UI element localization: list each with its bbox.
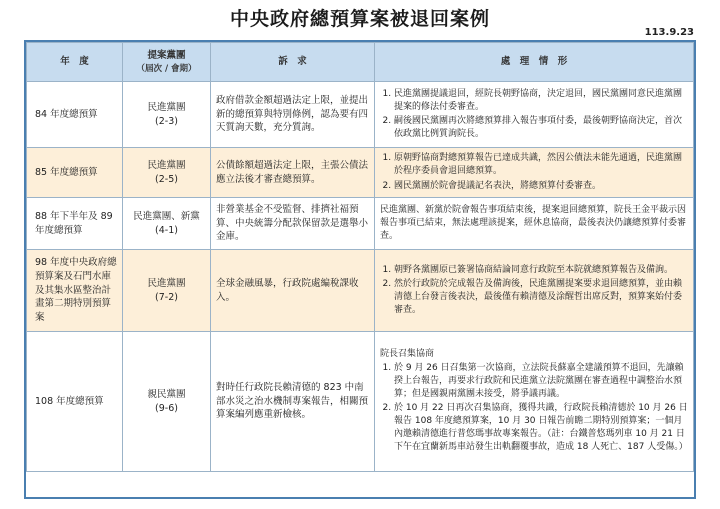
handling-item: 2. 嗣後國民黨團再次將總預算排入報告事項付委，最後朝野協商決定，首次依政黨比例質詢院長。 (394, 115, 688, 141)
party-session: (9-6) (155, 402, 178, 414)
cell-party (123, 332, 211, 472)
table-row (27, 332, 694, 472)
handling-item: 2. 於 10 月 22 日再次召集協商，獲得共識，行政院長賴清德於 10 月 26 日報告 108 年度總預算案，10 月 30 日報告前瞻二期特別預算案；一個月內邀賴清德進行普悠瑪事故專案報告。（註：台鐵普悠瑪列車 10 月 21 日下午在宜蘭新馬車站發生出軌翻覆事故，造成 18 人死亡、187 人受傷。） (394, 402, 688, 454)
cell-year: 98 年度中央政府總預算案及石門水庫及其集水區整治計畫第二期特別預算案 (27, 250, 123, 332)
party-name: 民進黨團 (147, 277, 186, 289)
table-row (27, 198, 694, 250)
party-session: (7-2) (155, 291, 178, 303)
cases-table (26, 42, 694, 472)
handling-item: 1. 朝野各黨團原已簽署協商結論同意行政院至本院就總預算報告及備詢。 (394, 264, 688, 277)
cell-request: 公債餘額超過法定上限，主張公債法應立法後才審查總預算。 (211, 148, 375, 198)
handling-item: 1. 民進黨團提議退回，經院長朝野協商，決定退回，國民黨團同意民進黨團提案的修法付委審查。 (394, 88, 688, 114)
page-title: 中央政府總預算案被退回案例 (229, 8, 490, 30)
handling-item: 2. 國民黨團於院會提議記名表決，將總預算付委審查。 (394, 180, 688, 193)
party-name: 民進黨團 (147, 159, 186, 171)
cell-year: 85 年度總預算 (27, 148, 123, 198)
cell-request: 全球金融風暴，行政院處編稅課收入。 (211, 250, 375, 332)
cell-handling: 民進黨團、新黨於院會報告事項結束後，提案退回總預算，院長王金平裁示因報告事項已結束，無法處理該提案，經休息協商，最後表決仍讓總預算付委審查。 (375, 198, 694, 250)
cell-handling (375, 82, 694, 148)
cell-handling (375, 148, 694, 198)
table-row (27, 82, 694, 148)
cell-handling (375, 250, 694, 332)
table-header-row (27, 43, 694, 82)
party-session: (4-1) (155, 224, 178, 236)
table-row (27, 250, 694, 332)
cases-table-frame (24, 40, 696, 499)
handling-intro: 院長召集協商 (380, 348, 435, 359)
header-year: 年 度 (27, 43, 123, 82)
party-name: 民進黨團、新黨 (133, 210, 200, 222)
cell-party (123, 198, 211, 250)
header-handling: 處 理 情 形 (375, 43, 694, 82)
header-party-label: 提案黨團 (147, 49, 186, 61)
party-session: (2-5) (155, 173, 178, 185)
cell-party (123, 148, 211, 198)
handling-item: 1. 原朝野協商對總預算報告已達成共識，然因公債法未能先通過，民進黨團於程序委員會退回總預算。 (394, 152, 688, 178)
cell-request: 對時任行政院長賴清德的 823 中南部水災之治水機制專案報告，相關預算案編列應重新檢核。 (211, 332, 375, 472)
cell-request: 非營業基金不受監督、排擠社福預算、中央統籌分配款保留款是選舉小金庫。 (211, 198, 375, 250)
header-request: 訴 求 (211, 43, 375, 82)
party-session: (2-3) (155, 115, 178, 127)
cell-year: 108 年度總預算 (27, 332, 123, 472)
cell-handling (375, 332, 694, 472)
cell-party (123, 82, 211, 148)
cell-year: 84 年度總預算 (27, 82, 123, 148)
header-party-sub: （屆次 / 會期） (136, 63, 197, 74)
cell-year: 88 年下半年及 89 年度總預算 (27, 198, 123, 250)
handling-item: 1. 於 9 月 26 日召集第一次協商，立法院長蘇嘉全建議預算不退回，先讓賴揆上台報告，再要求行政院和民進黨立法院黨團在審查過程中調整治水預算；但是國親兩黨團未接受，將爭議再議。 (394, 362, 688, 401)
cell-party (123, 250, 211, 332)
cell-request: 政府借款金額超過法定上限，並提出新的總預算與特別條例，認為要有四天質詢天數，充分質詢。 (211, 82, 375, 148)
party-name: 民進黨團 (147, 101, 186, 113)
party-name: 親民黨團 (147, 388, 186, 400)
handling-item: 2. 然於行政院於完成報告及備詢後，民進黨團提案要求退回總預算，並由賴清德上台發言後表決，最後僅有賴清德及涂醒哲出席反對，預算案始付委審查。 (394, 278, 688, 317)
header-party (123, 43, 211, 82)
date-label: 113.9.23 (644, 27, 694, 38)
table-row (27, 148, 694, 198)
